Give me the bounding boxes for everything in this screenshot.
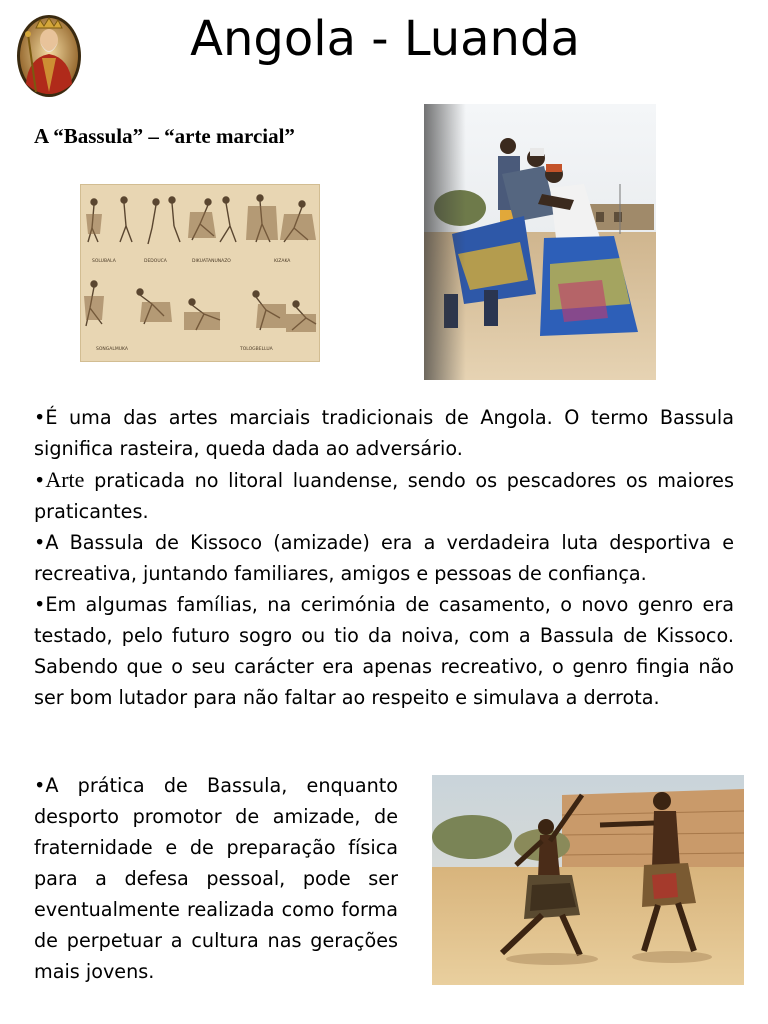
closing-paragraph (34, 770, 398, 987)
paragraph-1 (34, 402, 734, 464)
paragraph-text: É uma das artes marciais tradicionais de Angola. O termo Bassula significa rasteira, queda dada ao adversário. (34, 406, 734, 460)
sketch-caption: DEDOUCA (144, 259, 167, 264)
body-text (34, 402, 734, 713)
sketch-caption: KIZAKA (274, 259, 291, 264)
sketch-caption: TOLOGBELLUA (240, 347, 273, 352)
paragraph-text: A prática de Bassula, enquanto desporto promotor de amizade, de fraternidade e de preparação física para a defesa pessoal, pode ser eventualmente realizada como forma de perpetuar a cultura nas gerações mais jovens. (34, 774, 398, 983)
paragraph-text: A Bassula de Kissoco (amizade) era a verdadeira luta desportiva e recreativa, juntando familiares, amigos e pessoas de confiança. (34, 531, 734, 585)
page-title: Angola - Luanda (190, 11, 580, 67)
paragraph-first-word: Arte (45, 467, 85, 492)
bassula-moves-sketch-image (80, 184, 320, 362)
paragraph-text: praticada no litoral luandense, sendo os pescadores os maiores praticantes. (34, 469, 734, 523)
bullet: • (34, 531, 46, 554)
paragraph-text: Em algumas famílias, na cerimónia de casamento, o novo genro era testado, pelo futuro sogro ou tio da noiva, com a Bassula de Kissoco. Sabendo que o seu carácter era apenas recreativo, o genro fingia não ser bom lutador para não faltar ao respeito e simulava a derrota. (34, 593, 734, 709)
sketch-caption: SOLUBALA (92, 259, 116, 264)
bullet: • (34, 774, 46, 797)
paragraph-2 (34, 464, 734, 527)
bullet: • (34, 406, 46, 429)
bullet: • (34, 593, 46, 616)
wrestlers-photo (424, 104, 656, 380)
dancers-photo (432, 775, 744, 985)
sketch-caption: SONGALMUKA (96, 347, 128, 352)
paragraph-4 (34, 589, 734, 713)
paragraph-3 (34, 527, 734, 589)
bullet: • (34, 469, 46, 492)
king-medallion-image (16, 14, 82, 98)
sketch-caption: DIKUATANUNAZO (192, 259, 231, 264)
section-subtitle: A “Bassula” – “arte marcial” (34, 124, 295, 148)
